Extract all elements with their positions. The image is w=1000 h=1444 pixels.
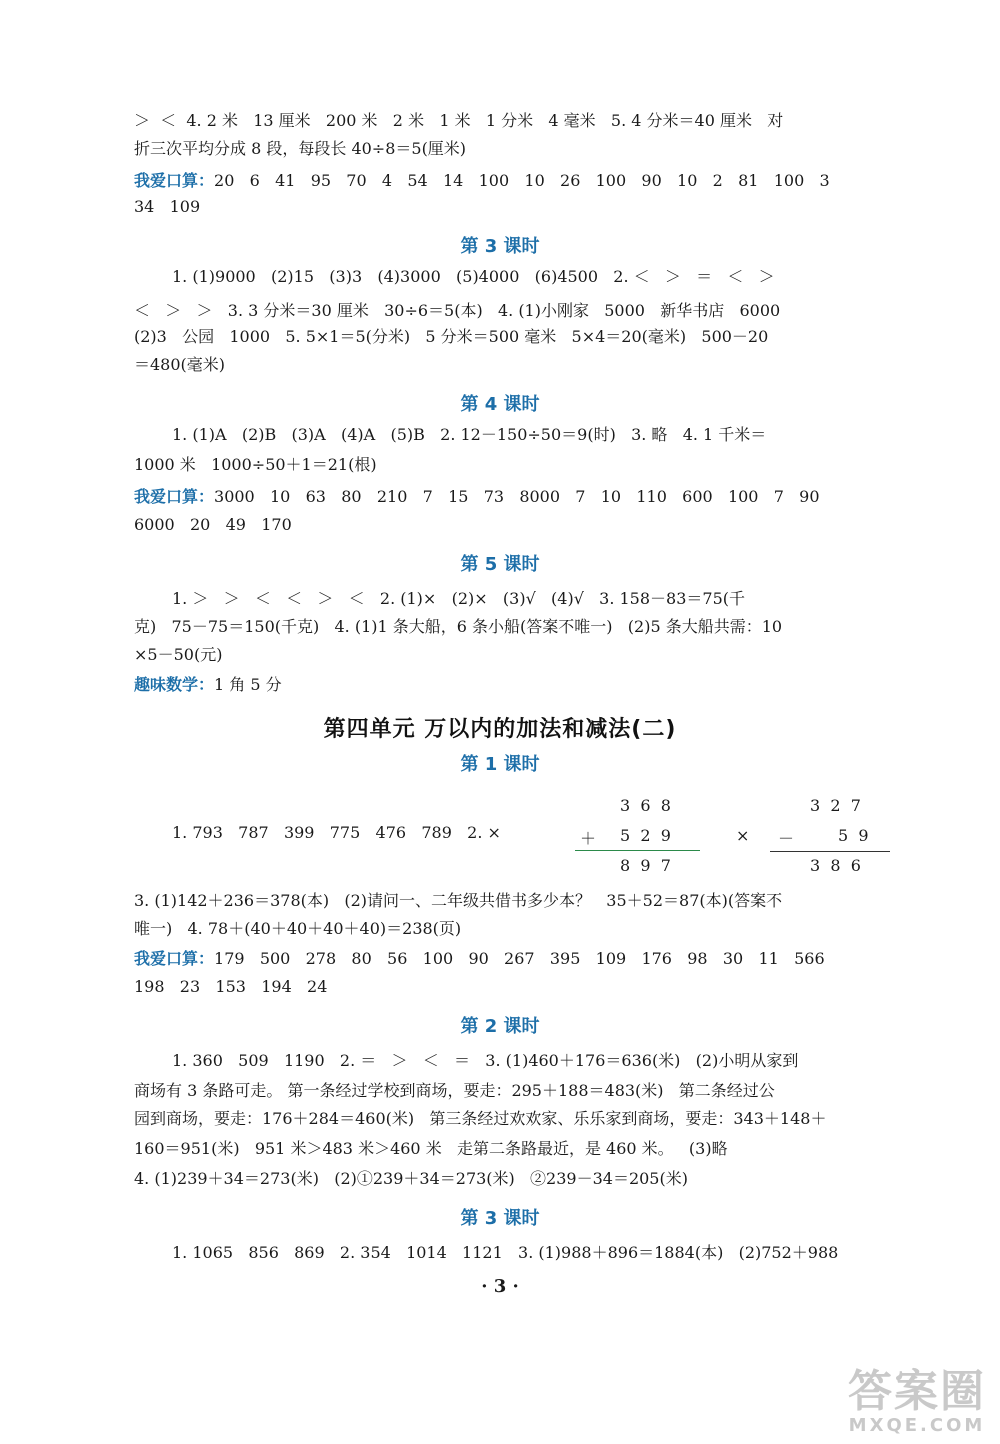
vertical-calc-mark: × [736, 826, 750, 845]
text-line: 198 23 153 194 24 [134, 977, 328, 996]
watermark-url: MXQE.COM [848, 1415, 986, 1436]
oral-calc-line [134, 948, 924, 970]
text-line: 唯一) 4. 78＋(40＋40＋40＋40)＝238(页) [134, 919, 462, 938]
oral-calc-answers: 3000 10 63 80 210 7 15 73 8000 7 10 110 600 100 7 90 [214, 487, 820, 506]
text-line: 1. (1)9000 (2)15 (3)3 (4)3000 (5)4000 (6)4500 2. ＜ ＞ ＝ ＜ ＞ [172, 267, 775, 286]
oral-calc-answers: 20 6 41 95 70 4 54 14 100 10 26 100 90 10 2 81 100 3 [214, 171, 830, 190]
oral-calc-label: 我爱口算： [134, 171, 215, 190]
text-line: 1000 米 1000÷50＋1＝21(根) [134, 455, 377, 474]
page-number: · 3 · [481, 1276, 519, 1297]
text-line: 4. (1)239＋34＝273(米) (2)①239＋34＝273(米) ②239－34＝205(米) [134, 1169, 688, 1188]
vertical-calc-2-subtrahend: 5 9 [838, 826, 869, 845]
lesson-heading: 第 3 课时 [460, 1208, 540, 1229]
lesson-heading: 第 4 课时 [460, 394, 540, 415]
vertical-calc-1-operator: ＋ [580, 829, 597, 848]
text-line: 1. ＞ ＞ ＜ ＜ ＞ ＜ 2. (1)× (2)× (3)√ (4)√ 3. 158－83＝75(千 [172, 589, 745, 608]
lesson-heading: 第 1 课时 [460, 754, 540, 775]
text-line: 克) 75－75＝150(千克) 4. (1)1 条大船，6 条小船(答案不唯一) (2)5 条大船共需：10 [134, 617, 783, 636]
text-line: ＞ ＜ 4. 2 米 13 厘米 200 米 2 米 1 米 1 分米 4 毫米 5. 4 分米＝40 厘米 对 [134, 111, 784, 130]
text-line: ×5－50(元) [134, 645, 223, 664]
watermark-logo-text: 答案圈 [848, 1366, 986, 1417]
text-line: 6000 20 49 170 [134, 515, 292, 534]
vertical-calc-2-result: 3 8 6 [810, 856, 861, 875]
oral-calc-line [134, 486, 924, 508]
fun-math-answer: 1 角 5 分 [214, 675, 282, 694]
vertical-calc-1-result: 8 9 7 [620, 856, 671, 875]
text-line: 折三次平均分成 8 段，每段长 40÷8＝5(厘米) [134, 139, 467, 158]
text-line: 商场有 3 条路可走。 第一条经过学校到商场，要走：295＋188＝483(米) 第二条经过公 [134, 1081, 775, 1100]
vertical-calc-1-addend: 5 2 9 [620, 826, 671, 845]
vertical-calc-2-operator: － [778, 829, 795, 848]
oral-calc-answers: 179 500 278 80 56 100 90 267 395 109 176 98 30 11 566 [214, 949, 825, 968]
text-line: 1. (1)A (2)B (3)A (4)A (5)B 2. 12－150÷50＝9(时) 3. 略 4. 1 千米＝ [172, 425, 767, 444]
text-line: 160＝951(米) 951 米＞483 米＞460 米 走第二条路最近，是 460 米。 (3)略 [134, 1139, 728, 1158]
text-line: 3. (1)142＋236＝378(本) (2)请问一、二年级共借书多少本？ 35＋52＝87(本)(答案不 [134, 891, 783, 910]
fun-math-line [134, 674, 924, 696]
text-line: 1. 360 509 1190 2. ＝ ＞ ＜ ＝ 3. (1)460＋176＝636(米) (2)小明从家到 [172, 1051, 799, 1070]
oral-calc-label: 我爱口算： [134, 949, 215, 968]
text-line: 34 109 [134, 197, 201, 216]
text-line: ＜ ＞ ＞ 3. 3 分米＝30 厘米 30÷6＝5(本) 4. (1)小刚家 5000 新华书店 6000 [134, 301, 781, 320]
oral-calc-line [134, 170, 924, 192]
fun-math-label: 趣味数学： [134, 675, 215, 694]
watermark [848, 1366, 986, 1436]
vertical-calc-2-top: 3 2 7 [810, 796, 861, 815]
lesson-heading: 第 3 课时 [460, 236, 540, 257]
oral-calc-label: 我爱口算： [134, 487, 215, 506]
unit-title: 第四单元 万以内的加法和减法(二) [323, 717, 677, 742]
text-line: (2)3 公园 1000 5. 5×1＝5(分米) 5 分米＝500 毫米 5×4＝20(毫米) 500－20 [134, 327, 769, 346]
lesson-heading: 第 2 课时 [460, 1016, 540, 1037]
text-line: ＝480(毫米) [134, 355, 226, 374]
vertical-calc-1-top: 3 6 8 [620, 796, 671, 815]
lesson-heading: 第 5 课时 [460, 554, 540, 575]
text-line: 1. 1065 856 869 2. 354 1014 1121 3. (1)988＋896＝1884(本) (2)752＋988 [172, 1243, 839, 1262]
text-line: 园到商场，要走：176＋284＝460(米) 第三条经过欢欢家、乐乐家到商场，要走：343＋148＋ [134, 1109, 827, 1128]
vertical-calc-2-line [770, 851, 890, 852]
vertical-calc-1-line [575, 850, 700, 851]
text-line: 1. 793 787 399 775 476 789 2. × [172, 823, 501, 842]
